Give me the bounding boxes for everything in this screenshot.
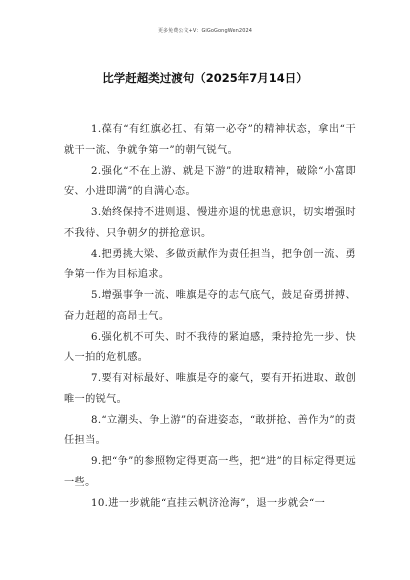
list-item-6: 6.强化机不可失、时不我待的紧迫感，秉持抢先一步、快人一拍的危机感。 <box>64 331 356 363</box>
list-item-7: 7.要有对标最好、唯旗是夺的豪气，要有开拓进取、敢创唯一的锐气。 <box>64 373 356 405</box>
list-item-8: 8.“立潮头、争上游”的奋进姿态，“敢拼抢、善作为”的责任担当。 <box>64 414 356 446</box>
list-item-3: 3.始终保持不进则退、慢进亦退的忧患意识，切实增强时不我待、只争朝夕的拼抢意识。 <box>64 207 356 239</box>
list-item-5: 5.增强事争一流、唯旗是夺的志气底气，鼓足奋勇拼搏、奋力赶超的高昂士气。 <box>64 290 356 322</box>
list-item-1: 1.葆有“有红旗必扛、有第一必夺”的精神状态，拿出“干就干一流、争就争第一”的朝气锐气。 <box>64 124 356 156</box>
document-title: 比学赶超类过渡句（2025年7月14日） <box>102 71 308 85</box>
item-list <box>64 120 356 515</box>
header-note: 更多免费公文+V：GiGoGongWen2024 <box>157 28 253 34</box>
list-item-2: 2.强化“不在上游、就是下游”的进取精神，破除“小富即安、小进即满”的自满心态。 <box>64 165 356 197</box>
list-item-4: 4.把勇挑大梁、多做贡献作为责任担当，把争创一流、勇争第一作为目标追求。 <box>64 248 356 280</box>
list-item-10: 10.进一步就能“直挂云帆济沧海”，退一步就会“一 <box>91 497 326 509</box>
list-item-9: 9.把“争”的参照物定得更高一些，把“进”的目标定得更远一些。 <box>64 456 356 488</box>
